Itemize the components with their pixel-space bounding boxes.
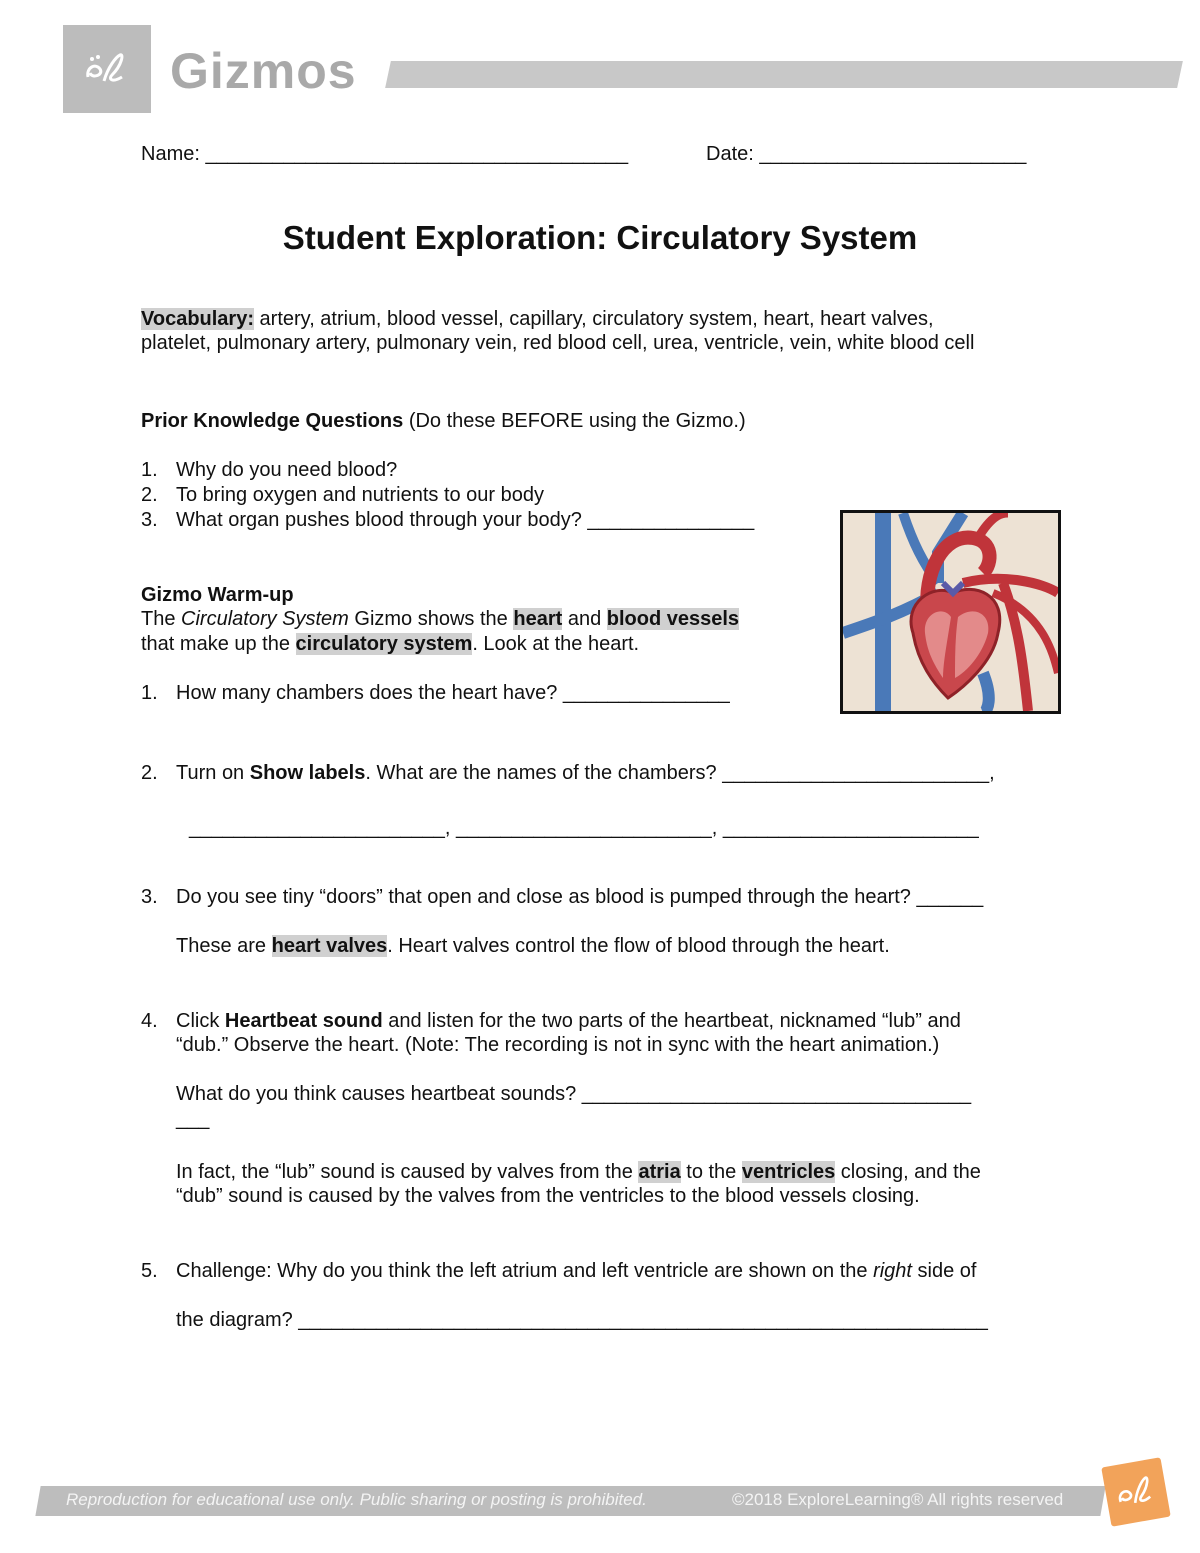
question-text: Do you see tiny “doors” that open and close as blood is pumped through the heart? ______ — [176, 886, 984, 908]
item-number: 2. — [141, 484, 158, 506]
control-name: Heartbeat sound — [224, 1010, 383, 1032]
text: Turn on — [176, 762, 250, 784]
text: . Heart valves control the flow of blood through the heart. — [387, 935, 890, 957]
vocabulary-label: Vocabulary: — [141, 308, 254, 330]
text: and — [562, 608, 607, 630]
text: In fact, the “lub” sound is caused by valves from the — [176, 1161, 639, 1183]
lub-dub-fact-line-2: “dub” sound is caused by the valves from the ventricles to the blood vessels closing. — [176, 1185, 920, 1207]
chamber-answer-blanks[interactable]: _______________________, _______________________, _______________________ — [189, 817, 979, 839]
heartbeat-sound-answer-cont[interactable]: ___ — [176, 1108, 210, 1130]
warmup-paragraph-1 — [141, 607, 739, 631]
vocabulary-text-1: artery, atrium, blood vessel, capillary, circulatory system, heart, heart valves, — [254, 308, 934, 330]
text: These are — [176, 935, 272, 957]
date-blank[interactable]: ________________________ — [759, 143, 1027, 165]
item-text[interactable]: To bring oxygen and nutrients to our body — [176, 484, 545, 506]
page-title: Student Exploration: Circulatory System — [282, 219, 918, 256]
vocab-term-atria: atria — [638, 1161, 681, 1183]
text: Click — [176, 1010, 225, 1032]
text: . What are the names of the chambers? ________________________, — [365, 762, 995, 784]
item-number: 5. — [141, 1260, 158, 1282]
lub-dub-fact-line-1 — [176, 1160, 981, 1184]
text: . Look at the heart. — [472, 633, 640, 655]
question-text: How many chambers does the heart have? _______________ — [176, 682, 730, 704]
vocab-term-heart-valves: heart valves — [271, 935, 388, 957]
date-label: Date: — [706, 143, 754, 165]
explorelearning-logo — [63, 25, 151, 113]
vocabulary-line-2: platelet, pulmonary artery, pulmonary vein, red blood cell, urea, ventricle, vein, white blood cell — [141, 332, 975, 354]
item-number: 4. — [141, 1010, 158, 1032]
text: closing, and the — [835, 1161, 981, 1183]
prior-item-1 — [141, 458, 397, 482]
prior-item-3 — [141, 508, 754, 532]
vocab-term-ventricles: ventricles — [741, 1161, 836, 1183]
vocabulary-line-1 — [141, 307, 934, 331]
heart-valves-note — [176, 934, 890, 958]
name-label: Name: — [141, 143, 200, 165]
item-number: 1. — [141, 682, 158, 704]
text: The — [141, 608, 182, 630]
item-text[interactable]: What organ pushes blood through your body? _______________ — [176, 509, 755, 531]
text: to the — [680, 1161, 742, 1183]
heartbeat-sound-question[interactable]: What do you think causes heartbeat sounds? ___________________________________ — [176, 1083, 972, 1105]
explorelearning-badge — [1101, 1457, 1171, 1527]
text: that make up the — [141, 633, 296, 655]
el-badge-icon — [1111, 1470, 1161, 1513]
el-logo-icon — [82, 49, 132, 89]
header-bar — [385, 61, 1183, 88]
name-line — [141, 142, 628, 166]
vocab-term-blood-vessels: blood vessels — [606, 608, 740, 630]
warmup-paragraph-2 — [141, 632, 639, 656]
warmup-question-1[interactable] — [141, 681, 730, 705]
item-text: Why do you need blood? — [176, 459, 398, 481]
gizmo-name: Circulatory System — [181, 608, 349, 630]
vocab-term-heart: heart — [513, 608, 563, 630]
warmup-question-2[interactable] — [141, 761, 995, 785]
heart-icon — [843, 513, 1058, 711]
challenge-answer-line[interactable]: the diagram? ______________________________________________________________ — [176, 1309, 988, 1331]
heart-illustration — [840, 510, 1061, 714]
control-name: Show labels — [249, 762, 366, 784]
emphasis: right — [873, 1260, 912, 1282]
name-blank[interactable]: ______________________________________ — [205, 143, 629, 165]
item-number: 2. — [141, 762, 158, 784]
item-number: 1. — [141, 459, 158, 481]
question-4-line-2: “dub.” Observe the heart. (Note: The recording is not in sync with the heart animation.) — [176, 1034, 940, 1056]
warmup-heading: Gizmo Warm-up — [141, 584, 294, 606]
item-number: 3. — [141, 509, 158, 531]
item-number: 3. — [141, 886, 158, 908]
vocab-term-circulatory-system: circulatory system — [295, 633, 473, 655]
footer-copyright: ©2018 ExploreLearning® All rights reserved — [732, 1490, 1064, 1509]
prior-knowledge-heading — [141, 409, 746, 433]
warmup-question-4 — [141, 1009, 961, 1033]
prior-item-2 — [141, 483, 544, 507]
prior-note: (Do these BEFORE using the Gizmo.) — [403, 410, 746, 432]
text: and listen for the two parts of the heartbeat, nicknamed “lub” and — [382, 1010, 961, 1032]
date-line — [706, 142, 1026, 166]
warmup-question-5 — [141, 1259, 976, 1283]
text: side of — [911, 1260, 977, 1282]
text: Gizmo shows the — [348, 608, 514, 630]
brand-name: Gizmos — [170, 43, 357, 99]
warmup-question-3[interactable] — [141, 885, 983, 909]
prior-heading: Prior Knowledge Questions — [141, 410, 404, 432]
text: Challenge: Why do you think the left atrium and left ventricle are shown on the — [176, 1260, 874, 1282]
footer-reproduction-notice: Reproduction for educational use only. Public sharing or posting is prohibited. — [66, 1490, 647, 1509]
